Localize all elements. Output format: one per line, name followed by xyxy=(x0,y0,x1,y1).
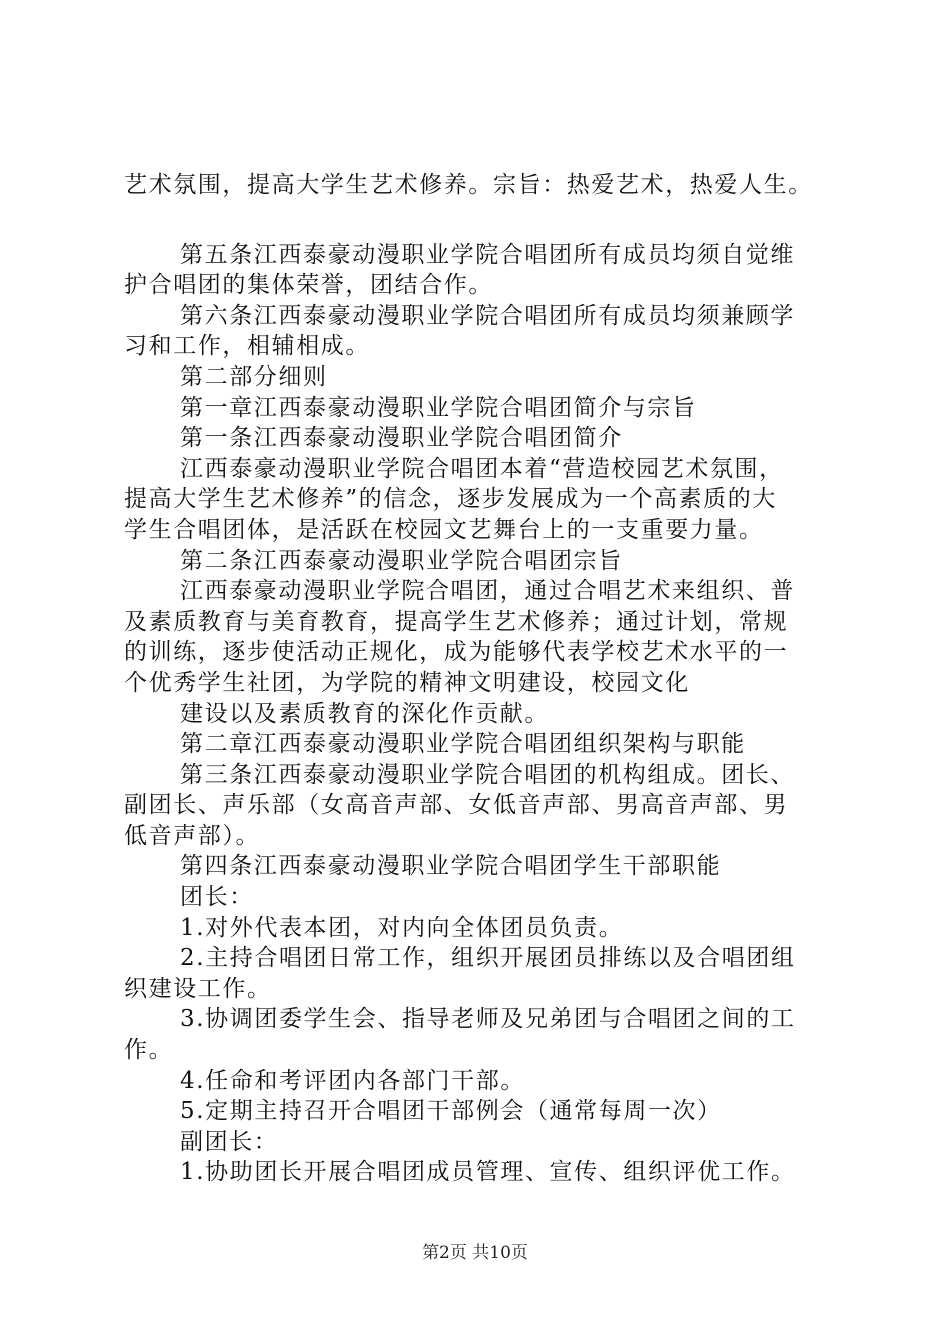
text-line: 2.主持合唱团日常工作，组织开展团员排练以及合唱团组 xyxy=(180,945,796,972)
text-line: 建设以及素质教育的深化作贡献。 xyxy=(180,700,549,727)
text-line: 1.对外代表本团，对内向全体团员负责。 xyxy=(180,914,624,941)
paragraph-gap xyxy=(124,201,844,240)
text-line: 第二部分细则 xyxy=(180,363,328,390)
text-line: 低音声部）。 xyxy=(124,822,261,849)
text-line: 第一章江西泰豪动漫职业学院合唱团简介与宗旨 xyxy=(180,394,697,421)
text-line: 江西泰豪动漫职业学院合唱团，通过合唱艺术来组织、普 xyxy=(180,578,795,605)
text-line: 作。 xyxy=(124,1037,174,1064)
text-line: 的训练，逐步使活动正规化，成为能够代表学校艺术水平的一 xyxy=(124,639,789,666)
text-line: 提高大学生艺术修养”的信念，逐步发展成为一个高素质的大 xyxy=(124,486,777,513)
text-line: 5.定期主持召开合唱团干部例会（通常每周一次） xyxy=(180,1098,722,1125)
text-line: 护合唱团的集体荣誉，团结合作。 xyxy=(124,272,493,299)
text-line: 副团长： xyxy=(180,1128,279,1155)
text-line: 第一条江西泰豪动漫职业学院合唱团简介 xyxy=(180,425,623,452)
text-line: 艺术氛围，提高大学生艺术修养。宗旨：热爱艺术，热爱人生。 xyxy=(124,172,813,198)
text-line: 副团长、声乐部（女高音声部、女低音声部、男高音声部、男 xyxy=(124,792,789,819)
text-line: 学生合唱团体，是活跃在校园文艺舞台上的一支重要力量。 xyxy=(124,516,764,543)
text-line: 第六条江西泰豪动漫职业学院合唱团所有成员均须兼顾学 xyxy=(180,302,795,329)
text-line: 第五条江西泰豪动漫职业学院合唱团所有成员均须自觉维 xyxy=(180,241,795,268)
text-line: 织建设工作。 xyxy=(124,975,272,1002)
text-line: 第二章江西泰豪动漫职业学院合唱团组织架构与职能 xyxy=(180,731,746,758)
text-line: 及素质教育与美育教育，提高学生艺术修养；通过计划，常规 xyxy=(124,608,789,635)
text-line: 3.协调团委学生会、指导老师及兄弟团与合唱团之间的工 xyxy=(180,1006,796,1033)
text-line: 第二条江西泰豪动漫职业学院合唱团宗旨 xyxy=(180,547,623,574)
text-line: 江西泰豪动漫职业学院合唱团本着“营造校园艺术氛围， xyxy=(180,455,784,482)
text-line: 个优秀学生社团，为学院的精神文明建设，校园文化 xyxy=(124,669,690,696)
text-line: 第四条江西泰豪动漫职业学院合唱团学生干部职能 xyxy=(180,853,722,880)
text-line: 1.协助团长开展合唱团成员管理、宣传、组织评优工作。 xyxy=(180,1159,796,1186)
page-footer: 第2页 共10页 xyxy=(422,1243,528,1263)
text-line: 第三条江西泰豪动漫职业学院合唱团的机构组成。团长、 xyxy=(180,761,795,788)
document-body xyxy=(124,170,844,1188)
text-line: 习和工作，相辅相成。 xyxy=(124,333,370,360)
text-line: 4.任命和考评团内各部门干部。 xyxy=(180,1067,525,1094)
text-line: 团长： xyxy=(180,884,254,911)
